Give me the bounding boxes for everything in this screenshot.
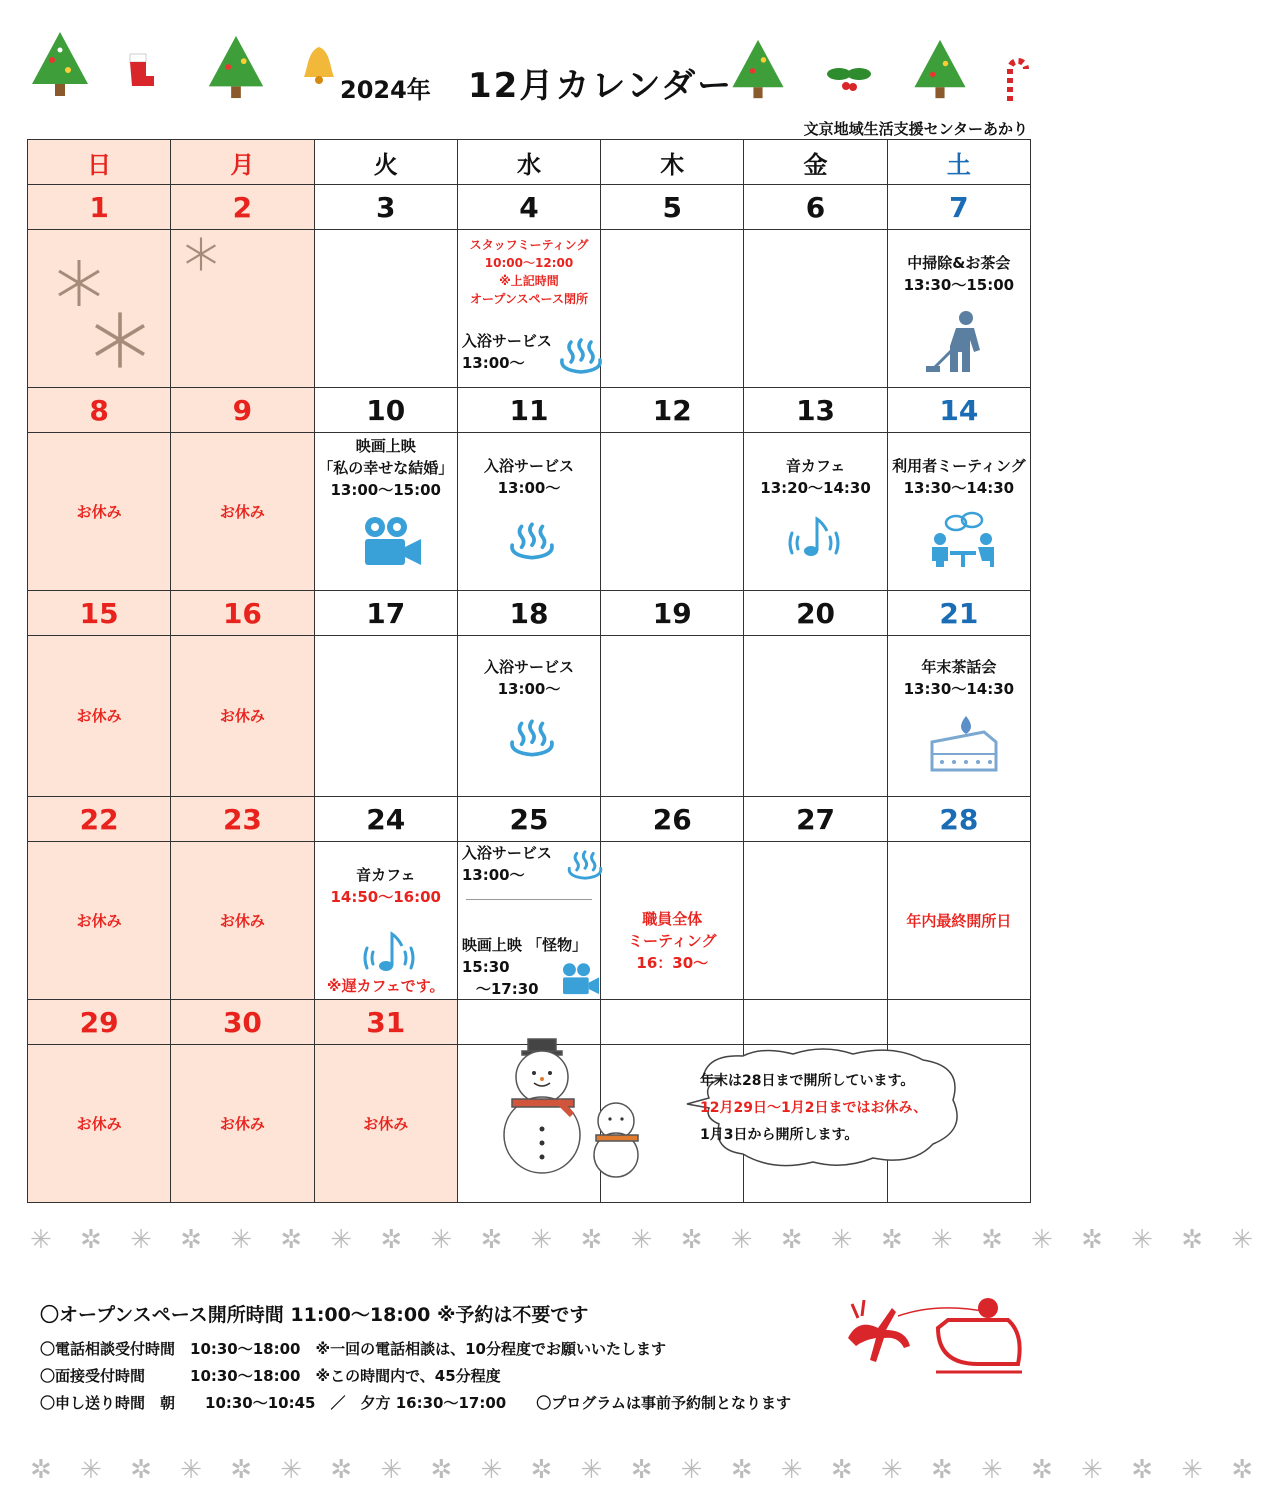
event-staff-meeting: スタッフミーティング 10:00〜12:00 ※上記時間 オープンスペース閉所 [469,238,589,306]
date-number: 10 [314,388,457,433]
interview-hours: 〇面接受付時間 10:30〜18:00 ※この時間内で、45分程度 [40,1367,501,1385]
music-note-icon [361,928,417,976]
weekday-fri: 金 [744,140,887,185]
date-number: 31 [314,1000,457,1045]
holiday-label: お休み [76,911,122,930]
holiday-label: お休み [76,502,122,521]
day-cell [457,230,600,388]
day-cell [601,230,744,388]
last-open-day-label: 年内最終開所日 [906,911,1012,930]
date-number: 29 [28,1000,171,1045]
event-movie: 映画上映 「私の幸せな結婚」 13:00〜15:00 [318,437,454,499]
day-cell [314,636,457,797]
day-cell [887,636,1030,797]
date-number: 6 [744,185,887,230]
date-number: 30 [171,1000,314,1045]
snowflake-icon [183,236,219,272]
weekday-row [28,140,1031,185]
holiday-label: お休み [219,502,265,521]
event-user-meeting: 利用者ミーティング 13:30〜14:30 [892,457,1026,497]
date-number: 12 [601,388,744,433]
date-number: 9 [171,388,314,433]
date-number: 8 [28,388,171,433]
day-cell [28,842,171,1000]
movie-camera-icon [560,962,602,998]
day-cell [744,433,887,591]
date-number: 18 [457,591,600,636]
candy-cane-icon [1002,55,1030,103]
day-cell [171,1045,314,1203]
holiday-label: お休み [76,1114,122,1133]
snowflake-border-icon: ✳ ✲ ✳ ✲ ✳ ✲ ✳ ✲ ✳ ✲ ✳ ✲ ✳ ✲ ✳ ✲ ✳ ✲ ✳ ✲ ✳ ✲ ✳ ✲ ✳ [30,1225,1263,1255]
day-cell [314,433,457,591]
weekday-sun: 日 [28,140,171,185]
calendar-title: 12月カレンダー [468,66,734,106]
event-music-cafe: 音カフェ 13:20〜14:30 [760,457,871,497]
date-row [28,591,1031,636]
meeting-icon [928,511,998,569]
holiday-label: お休み [219,911,265,930]
snowman-illustration [492,1035,664,1175]
event-bath-service: 入浴サービス 13:00〜 [461,332,552,372]
day-cell [171,636,314,797]
date-number: 26 [601,797,744,842]
christmas-tree-icon [206,34,266,100]
event-row [28,636,1031,797]
christmas-tree-icon [912,38,968,100]
day-cell [28,1045,171,1203]
day-cell [601,433,744,591]
date-number: 15 [28,591,171,636]
holiday-label: お休み [219,707,265,725]
date-number: 13 [744,388,887,433]
day-cell [171,230,314,388]
date-number [744,1000,887,1045]
date-number: 24 [314,797,457,842]
day-cell [744,842,887,1000]
header [0,0,1058,140]
day-cell [887,842,1030,1000]
day-cell [171,433,314,591]
day-cell [314,1045,457,1203]
day-cell [28,433,171,591]
snowflake-icon [90,310,150,370]
date-number [887,1000,1030,1045]
event-row [28,230,1031,388]
day-cell [171,842,314,1000]
day-cell [601,842,744,1000]
date-row [28,185,1031,230]
date-number: 23 [171,797,314,842]
open-space-hours: 〇オープンスペース開所時間 11:00〜18:00 ※予約は不要です [40,1304,589,1326]
holiday-label: お休み [219,1114,265,1133]
day-cell [28,230,171,388]
date-number: 28 [887,797,1030,842]
date-number: 19 [601,591,744,636]
date-row [28,797,1031,842]
holiday-label: お休み [76,707,122,725]
date-number: 25 [457,797,600,842]
date-number: 16 [171,591,314,636]
date-number: 21 [887,591,1030,636]
event-staff-meeting: 職員全体 ミーティング 16：30〜 [628,910,717,972]
day-cell [744,636,887,797]
day-cell [887,230,1030,388]
notice-text: 年末は28日まで開所しています。 12月29日〜1月2日まではお休み、 1月3日から開所します。 [700,1073,928,1143]
date-row [28,388,1031,433]
snowflake-border-icon: ✲ ✳ ✲ ✳ ✲ ✳ ✲ ✳ ✲ ✳ ✲ ✳ ✲ ✳ ✲ ✳ ✲ ✳ ✲ ✳ ✲ ✳ ✲ ✳ ✲ [30,1455,1263,1485]
christmas-tree-icon [730,38,786,100]
late-cafe-note: ※遅カフェです。 [326,977,445,995]
event-cleaning-tea: 中掃除&お茶会 13:30〜15:00 [903,254,1015,294]
bell-icon [302,45,336,85]
date-number: 11 [457,388,600,433]
event-year-end-tea: 年末茶話会 13:30〜14:30 [903,658,1015,698]
weekday-mon: 月 [171,140,314,185]
day-cell [601,636,744,797]
date-number: 4 [457,185,600,230]
phone-consult-hours: 〇電話相談受付時間 10:30〜18:00 ※一回の電話相談は、10分程度でお願いいたします [40,1340,666,1358]
event-movie: 映画上映 「怪物」 15:30 〜17:30 [461,936,588,998]
day-cell [744,230,887,388]
day-cell [28,636,171,797]
date-number: 1 [28,185,171,230]
day-cell [457,636,600,797]
movie-camera-icon [361,515,425,571]
date-number: 17 [314,591,457,636]
calendar-year: 2024年 [340,76,431,104]
hot-spring-icon [508,521,556,561]
hot-spring-icon [558,338,604,374]
weekday-sat: 土 [887,140,1030,185]
cake-icon [928,714,1000,774]
date-number: 7 [887,185,1030,230]
day-cell [457,842,600,1000]
organization-name: 文京地域生活支援センターあかり [803,120,1028,138]
day-cell [314,230,457,388]
event-bath-service: 入浴サービス 13:00〜 [483,658,574,698]
day-cell [887,433,1030,591]
santa-sleigh-icon [838,1288,1028,1378]
christmas-tree-icon [30,30,90,98]
day-cell [314,842,457,1000]
date-number: 20 [744,591,887,636]
weekday-thu: 木 [601,140,744,185]
cleaning-person-icon [922,308,992,374]
date-number: 5 [601,185,744,230]
date-number: 14 [887,388,1030,433]
weekday-wed: 水 [457,140,600,185]
stocking-icon [122,52,158,90]
date-number: 27 [744,797,887,842]
snowflake-icon [54,258,104,308]
hot-spring-icon [566,850,604,880]
holiday-label: お休み [363,1114,409,1133]
event-music-cafe: 音カフェ 14:50〜16:00 [330,866,441,906]
weekday-tue: 火 [314,140,457,185]
event-bath-service: 入浴サービス 13:00〜 [483,457,574,497]
handover-hours: 〇申し送り時間 朝 10:30〜10:45 ／ 夕方 16:30〜17:00 〇プログラムは事前予約制となります [40,1394,792,1412]
holly-icon [826,60,872,94]
date-number: 2 [171,185,314,230]
date-number: 22 [28,797,171,842]
hot-spring-icon [508,718,556,758]
event-row [28,433,1031,591]
music-note-icon [786,513,842,561]
date-number: 3 [314,185,457,230]
day-cell [457,433,600,591]
event-bath-service: 入浴サービス 13:00〜 [461,844,552,884]
divider [466,899,592,900]
event-row [28,842,1031,1000]
